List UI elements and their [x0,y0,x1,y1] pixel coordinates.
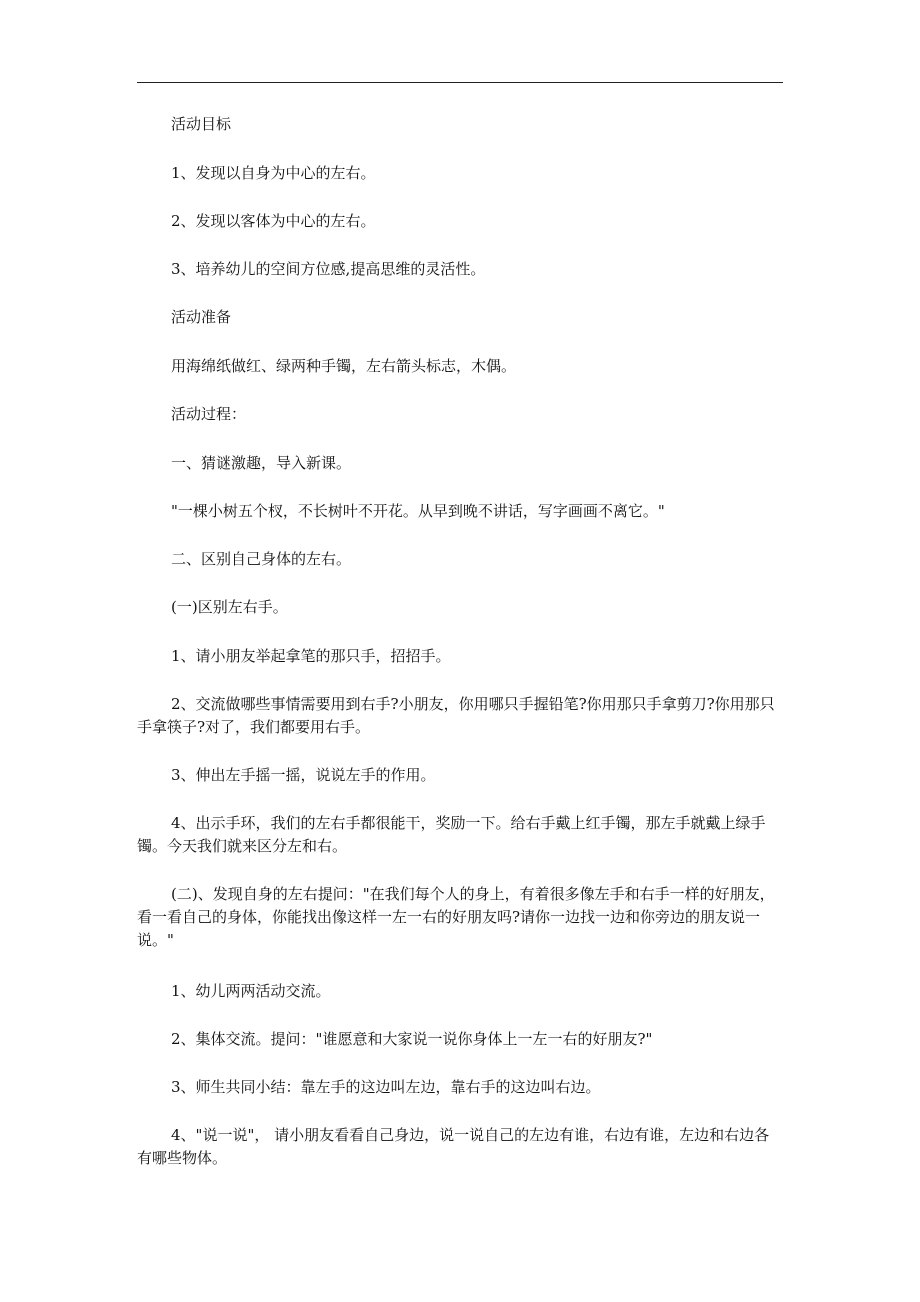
subsection-1-title: (一)区别左右手。 [171,598,288,616]
subsection-2-item-1: 1、幼儿两两活动交流。 [171,982,331,1000]
goal-item-1: 1、发现以自身为中心的左右。 [171,164,376,182]
heading-activity-process: 活动过程： [171,405,247,423]
process-item-3: 3、伸出左手摇一摇，说说左手的作用。 [171,766,436,784]
goal-item-3: 3、培养幼儿的空间方位感,提高思维的灵活性。 [171,260,486,278]
process-item-4: 4、出示手环，我们的左右手都很能干，奖励一下。给右手戴上红手镯，那左手就戴上绿手镯。今天我们就来区分左和右。 [137,814,766,855]
heading-activity-preparation: 活动准备 [171,308,232,326]
subsection-2-item-3: 3、师生共同小结：靠左手的这边叫左边，靠右手的这边叫右边。 [171,1078,601,1096]
section-2-title: 二、区别自己身体的左右。 [171,550,352,568]
heading-activity-goals: 活动目标 [171,115,232,133]
subsection-2-item-4: 4、"说一说"， 请小朋友看看自己身边，说一说自己的左边有谁，右边有谁，左边和右边各有哪些物体。 [137,1126,770,1167]
process-item-2: 2、交流做哪些事情需要用到右手?小朋友，你用哪只手握铅笔?你用那只手拿剪刀?你用那只手拿筷子?对了，我们都要用右手。 [137,695,775,736]
subsection-2-item-2: 2、集体交流。提问："谁愿意和大家说一说你身体上一左一右的好朋友?" [171,1030,653,1048]
section-1-title: 一、猜谜激趣，导入新课。 [171,454,352,472]
preparation-text: 用海绵纸做红、绿两种手镯，左右箭头标志，木偶。 [171,357,517,375]
process-item-1: 1、请小朋友举起拿笔的那只手，招招手。 [171,647,451,665]
header-rule [137,82,783,83]
riddle-text: "一棵小树五个杈，不长树叶不开花。从早到晚不讲话，写字画画不离它。" [171,502,665,520]
subsection-2-text: (二)、发现自身的左右提问："在我们每个人的身上，有着很多像左手和右手一样的好朋友，看一看自己的身体，你能找出像这样一左一右的好朋友吗?请你一边找一边和你旁边的朋友说一说。" [137,885,775,949]
goal-item-2: 2、发现以客体为中心的左右。 [171,212,376,230]
